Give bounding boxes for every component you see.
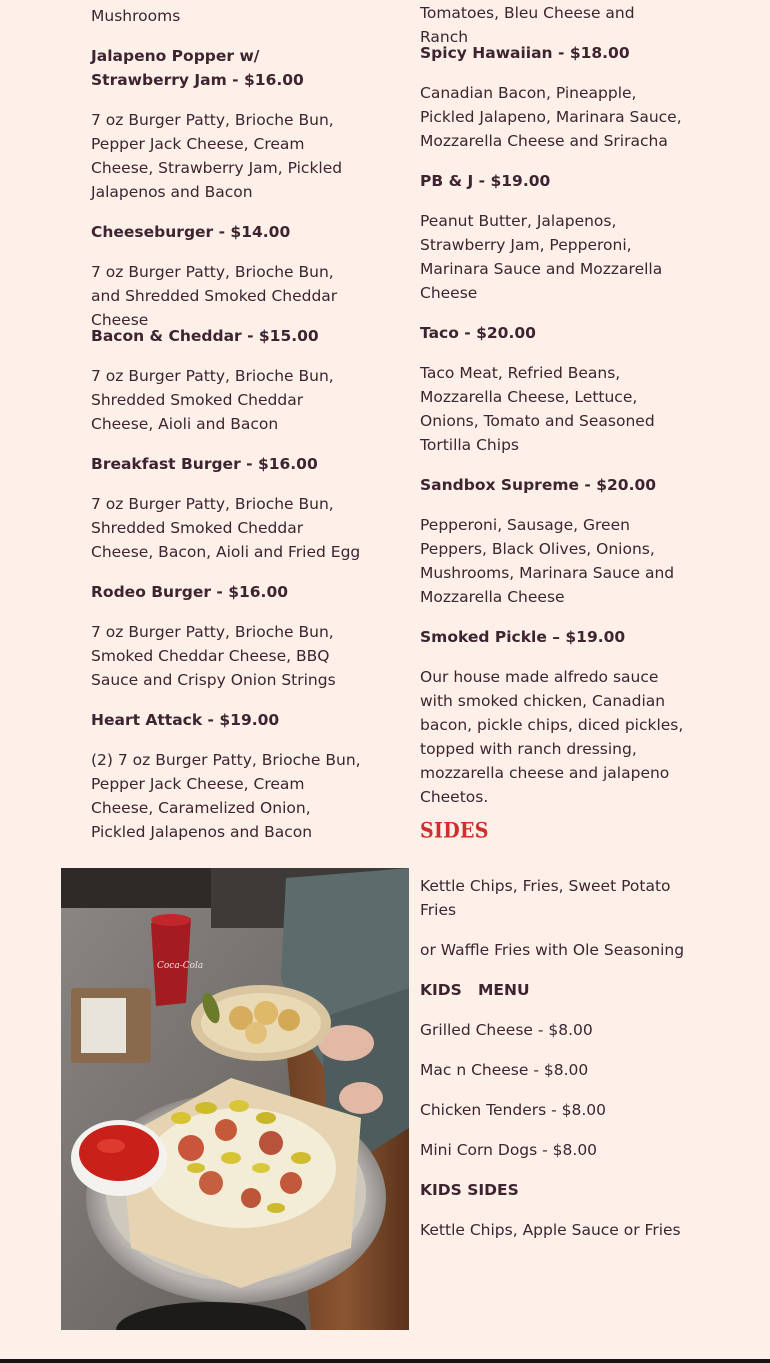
menu-item-title: Taco - $20.00 [420, 324, 536, 342]
menu-item-title: Spicy Hawaiian - $18.00 [420, 44, 630, 62]
kids-sides-text: Kettle Chips, Apple Sauce or Fries [420, 1221, 681, 1239]
menu-item-description: Canadian Bacon, Pineapple, Pickled Jalapeno, Marinara Sauce, Mozzarella Cheese and Sriracha [420, 84, 682, 150]
menu-item-title: Rodeo Burger - $16.00 [91, 583, 289, 601]
menu-item-description: 7 oz Burger Patty, Brioche Bun, and Shredded Smoked Cheddar Cheese [91, 263, 338, 329]
menu-item-title: Heart Attack - $19.00 [91, 711, 280, 729]
menu-item-title: PB & J - $19.00 [420, 172, 551, 190]
menu-item-title: Sandbox Supreme - $20.00 [420, 476, 657, 494]
menu-item-title: Smoked Pickle – $19.00 [420, 628, 626, 646]
menu-item-description: Pepperoni, Sausage, Green Peppers, Black Olives, Onions, Mushrooms, Marinara Sauce and Mozzarella Cheese [420, 516, 675, 606]
menu-item-description: 7 oz Burger Patty, Brioche Bun, Shredded Smoked Cheddar Cheese, Aioli and Bacon [91, 367, 334, 433]
continued-description: Tomatoes, Bleu Cheese and Ranch [420, 4, 635, 46]
cup-logo-text: Coca-Cola [157, 961, 204, 971]
menu-item-title: Breakfast Burger - $16.00 [91, 455, 318, 473]
kids-menu-item: Mac n Cheese - $8.00 [420, 1061, 589, 1079]
sides-heading: SIDES [420, 818, 489, 844]
menu-item-description: Our house made alfredo sauce with smoked chicken, Canadian bacon, pickle chips, diced pickles, topped with ranch dressing, mozzarella cheese and jalapeno Cheetos. [420, 668, 684, 806]
kids-sides-heading: KIDS SIDES [420, 1181, 519, 1199]
menu-item-title: Cheeseburger - $14.00 [91, 223, 291, 241]
menu-item-description: 7 oz Burger Patty, Brioche Bun, Shredded Smoked Cheddar Cheese, Bacon, Aioli and Fried Egg [91, 495, 361, 561]
sides-text: or Waffle Fries with Ole Seasoning [420, 941, 685, 959]
menu-item-description: Peanut Butter, Jalapenos, Strawberry Jam, Pepperoni, Marinara Sauce and Mozzarella Cheese [420, 212, 663, 302]
food-photo [61, 868, 409, 1330]
menu-item-title: Bacon & Cheddar - $15.00 [91, 327, 319, 345]
kids-menu-item: Grilled Cheese - $8.00 [420, 1021, 593, 1039]
menu-item-description: (2) 7 oz Burger Patty, Brioche Bun, Pepper Jack Cheese, Cream Cheese, Caramelized Onion, Pickled Jalapenos and Bacon [91, 751, 361, 841]
menu-item-description: Taco Meat, Refried Beans, Mozzarella Cheese, Lettuce, Onions, Tomato and Seasoned Tortilla Chips [420, 364, 655, 454]
menu-item-description: 7 oz Burger Patty, Brioche Bun, Smoked Cheddar Cheese, BBQ Sauce and Crispy Onion Strings [91, 623, 336, 689]
continued-description: Mushrooms [91, 7, 181, 25]
kids-menu-heading: KIDS MENU [420, 981, 530, 999]
menu-item-description: 7 oz Burger Patty, Brioche Bun, Pepper Jack Cheese, Cream Cheese, Strawberry Jam, Pickled Jalapenos and Bacon [91, 111, 343, 201]
bottom-border [0, 1359, 770, 1363]
sides-text: Kettle Chips, Fries, Sweet Potato Fries [420, 877, 671, 919]
menu-item-title: Jalapeno Popper w/ Strawberry Jam - $16.00 [91, 47, 304, 89]
kids-menu-item: Mini Corn Dogs - $8.00 [420, 1141, 598, 1159]
kids-menu-item: Chicken Tenders - $8.00 [420, 1101, 607, 1119]
